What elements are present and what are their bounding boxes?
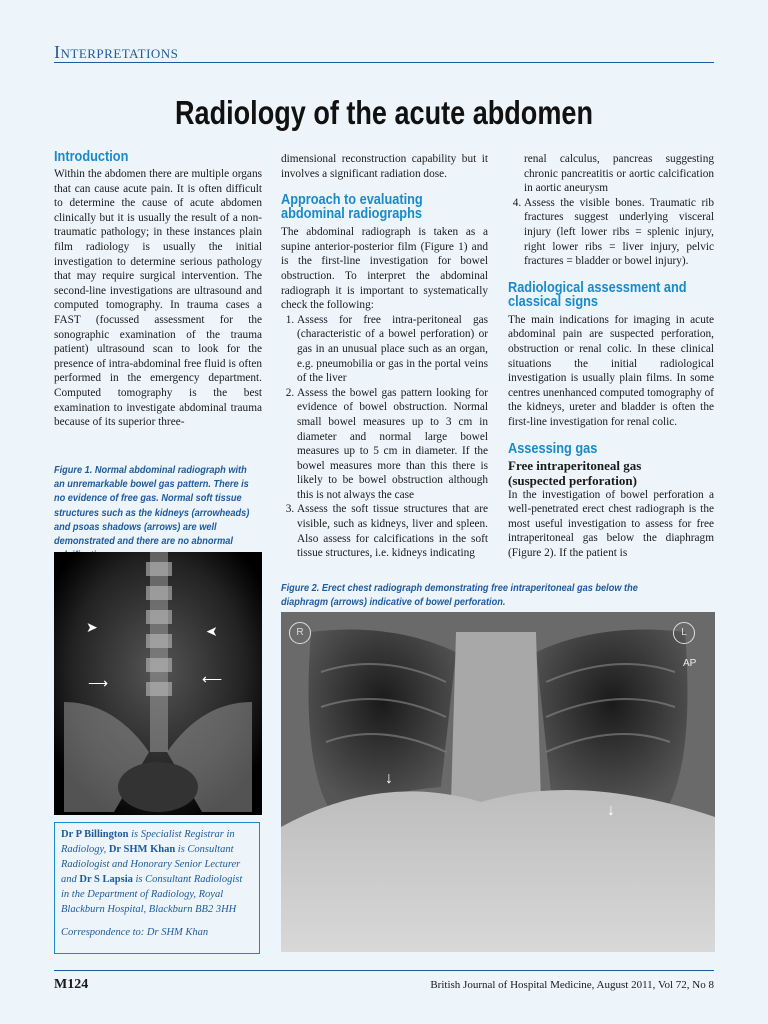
author-3-name: Dr S Lapsia <box>79 874 133 885</box>
arrow-right-psoas: ⟶ <box>88 677 109 692</box>
footer-rule <box>54 970 714 971</box>
section-label: Interpretations <box>54 42 179 62</box>
free-gas-arrow-left: ↓ <box>607 802 615 819</box>
arrow-left-psoas: ⟵ <box>202 673 223 688</box>
author-info-box <box>54 822 260 954</box>
heading-radiological-line-2: classical signs <box>508 292 599 310</box>
article-title: Radiology of the acute abdomen <box>175 94 593 131</box>
journal-citation: British Journal of Hospital Medicine, August 2011, Vol 72, No 8 <box>430 979 714 991</box>
author-1-name: Dr P Billington <box>61 829 129 840</box>
radiological-paragraph: The main indications for imaging in acute abdominal pain are suspected perforation, obstruction or renal colic. In these clinical situations the initial radiological investigation is usually plain films. In some centres unenhanced computed tomography of the kidneys, ureter and bladder is often the first-line investigation for renal colic. <box>508 313 714 428</box>
approach-paragraph: The abdominal radiograph is taken as a supine anterior-posterior film (Figure 1) and is the first-line investigation for bowel obstruction. To interpret the abdominal radiograph it is important to systematically check the following: <box>281 226 488 312</box>
checklist-item: 2. Assess the bowel gas pattern looking for evidence of bowel obstruction. Normal small bowel measures up to 3 cm in diameter and normal large bowel measures up to 5 cm in diameter. If the bowel measures more than this there is likely to be bowel obstruction although this is not always the case <box>297 386 488 503</box>
figure-2-chest-radiograph <box>281 612 715 952</box>
figure-2-caption: Figure 2. Erect chest radiograph demonstrating free intraperitoneal gas below the diaphragm (arrows) indicative of bowel perforation. <box>281 583 638 609</box>
checklist-item-3-continued: renal calculus, pancreas suggesting chronic pancreatitis or aortic calcification in aortic aneurysm <box>524 153 714 195</box>
header-rule <box>54 62 714 63</box>
subheading-line-1: Free intraperitoneal gas <box>508 457 642 473</box>
figure-1-caption: Figure 1. Normal abdominal radiograph with an unremarkable bowel gas pattern. There is no evidence of free gas. Normal soft tissue structures such as the kidneys (arrowheads) and psoas shadows (arrows) are well demonstrated and there are no abnormal <box>54 465 250 548</box>
heading-approach-line-1: Approach to evaluating <box>281 191 423 209</box>
checklist-continued <box>508 196 714 269</box>
column-2 <box>281 152 488 561</box>
free-gas-arrow-right: ↓ <box>385 770 393 787</box>
correspondence: Correspondence to: Dr SHM Khan <box>61 927 209 938</box>
arrowhead-left-kidney: ➤ <box>206 625 218 640</box>
author-2-name: Dr SHM Khan <box>108 844 176 855</box>
marker-right: R <box>289 622 311 644</box>
checklist <box>281 313 488 561</box>
checklist-item: 4. Assess the visible bones. Traumatic rib fractures suggest underlying visceral injury (left lower ribs = splenic injury, right lower ribs = liver injury, pelvic fractures = bladder or bowel injury). <box>524 196 714 269</box>
page-number: M124 <box>54 977 89 992</box>
intro-continued: dimensional reconstruction capability but it involves a significant radiation dose. <box>281 153 488 180</box>
heading-approach-line-2: abdominal radiographs <box>281 205 422 223</box>
chest-xray-image <box>281 612 715 952</box>
abdominal-xray-image <box>54 552 262 815</box>
projection-label: AP <box>683 658 697 669</box>
figure-1-abdominal-radiograph <box>54 552 262 815</box>
free-gas-paragraph: In the investigation of bowel perforation a well-penetrated erect chest radiograph is the most useful investigation to assess for free intraperitoneal gas below the diaphragm (Figure 2). If the patient is <box>508 488 714 559</box>
subheading-line-2: (suspected perforation) <box>508 472 637 488</box>
column-1 <box>54 150 262 430</box>
arrowhead-right-kidney: ➤ <box>86 621 98 636</box>
intro-paragraph: Within the abdomen there are multiple organs that can cause acute pain. It is often difficult to determine the cause of acute abdomen clinically but it is usually the result of a non-traumatic pathology; in these instances plain film radiology is usually the initial investigation to determine serious pathology that may require surgical intervention. The second-line investigations are ultrasound and computed tomography. In trauma cases a FAST (focussed assessment for the sonographic examination of the trauma patient) ultrasound scan to look for the presence of intra-abdominal free fluid is often performed in the emergency department. Computed tomography is the best examination to investigate abdominal trauma because of its superior three- <box>54 168 262 429</box>
heading-radiological-line-1: Radiological assessment and <box>508 278 687 296</box>
checklist-item: 1. Assess for free intra-peritoneal gas (characteristic of a bowel perforation) or gas in an unusual place such as an organ, e.g. pneumobilia or gas in the portal veins of the liver <box>297 313 488 386</box>
heading-assessing-gas: Assessing gas <box>508 439 598 457</box>
marker-left: L <box>673 622 695 644</box>
checklist-item: 3. Assess the soft tissue structures that are visible, such as kidneys, liver and spleen. Also assess for calcifications in the soft tissue structures, i.e. kidneys indicating <box>297 502 488 560</box>
heading-introduction: Introduction <box>54 148 129 165</box>
author-2-role: is Consultant Radiologist and Honorary Senior Lecturer and <box>61 844 241 885</box>
author-1-role: is Specialist Registrar in Radiology, <box>61 829 235 855</box>
column-3 <box>508 152 714 560</box>
author-3-role: is Consultant Radiologist in the Department of Radiology, Royal Blackburn Hospital, Blackburn BB2 3HH <box>61 874 243 915</box>
